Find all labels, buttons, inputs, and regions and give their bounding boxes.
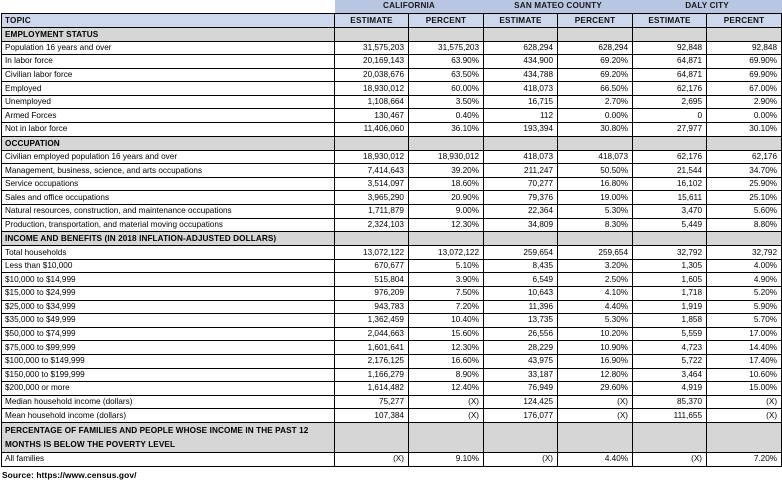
- section-header-blank-cell: [558, 422, 633, 452]
- table-row: [2, 382, 782, 396]
- cell-daly-city-percent: 62,176: [707, 150, 782, 164]
- table-row: [2, 68, 782, 82]
- column-header-california-estimate: ESTIMATE: [335, 13, 409, 27]
- cell-san-mateo-percent: 2.50%: [558, 273, 633, 287]
- cell-daly-city-estimate: 1,305: [633, 259, 707, 273]
- section-header-blank-cell: [335, 136, 409, 150]
- cell-san-mateo-percent: 259,654: [558, 246, 633, 260]
- cell-san-mateo-estimate: 43,975: [484, 354, 558, 368]
- table-row: [2, 41, 782, 55]
- section-header-blank-cell: [707, 422, 782, 452]
- cell-california-percent: 63.90%: [409, 55, 484, 69]
- cell-daly-city-percent: 5.90%: [707, 300, 782, 314]
- cell-california-estimate: (X): [335, 452, 409, 466]
- cell-san-mateo-estimate: (X): [484, 452, 558, 466]
- cell-daly-city-percent: 25.90%: [707, 177, 782, 191]
- row-label-median-household-income-dollars: Median household income (dollars): [2, 395, 335, 409]
- geography-group-header-row: [2, 0, 782, 13]
- cell-san-mateo-percent: 29.60%: [558, 382, 633, 396]
- cell-daly-city-estimate: (X): [633, 452, 707, 466]
- cell-san-mateo-estimate: 13,735: [484, 314, 558, 328]
- cell-san-mateo-estimate: 76,949: [484, 382, 558, 396]
- section-header-blank-cell: [707, 232, 782, 246]
- table-row: [2, 95, 782, 109]
- cell-daly-city-percent: 30.10%: [707, 123, 782, 137]
- row-label-armed-forces: Armed Forces: [2, 109, 335, 123]
- section-header-blank-cell: [335, 422, 409, 452]
- cell-california-percent: 5.10%: [409, 259, 484, 273]
- table-row: [2, 354, 782, 368]
- section-header-percentage-of-families-and-people-whose-inco: PERCENTAGE OF FAMILIES AND PEOPLE WHOSE INCOME IN THE PAST 12 MONTHS IS BELOW THE POVERTY LEVEL: [2, 422, 335, 452]
- row-label-all-families: All families: [2, 452, 335, 466]
- section-header-blank-cell: [633, 232, 707, 246]
- section-header-blank-cell: [707, 136, 782, 150]
- row-label-management-business-science-and-arts-occupat: Management, business, science, and arts occupations: [2, 164, 335, 178]
- table-row: [2, 150, 782, 164]
- section-header-blank-cell: [633, 27, 707, 41]
- table-row: [2, 314, 782, 328]
- cell-daly-city-estimate: 5,722: [633, 354, 707, 368]
- table-row: [2, 218, 782, 232]
- cell-daly-city-estimate: 62,176: [633, 82, 707, 96]
- cell-daly-city-estimate: 1,858: [633, 314, 707, 328]
- cell-san-mateo-estimate: 6,549: [484, 273, 558, 287]
- cell-daly-city-percent: 14.40%: [707, 341, 782, 355]
- row-label-employed: Employed: [2, 82, 335, 96]
- cell-daly-city-estimate: 5,559: [633, 327, 707, 341]
- row-label-civilian-labor-force: Civilian labor force: [2, 68, 335, 82]
- cell-daly-city-percent: 10.60%: [707, 368, 782, 382]
- cell-california-estimate: 75,277: [335, 395, 409, 409]
- cell-daly-city-percent: 8.80%: [707, 218, 782, 232]
- section-header-blank-cell: [484, 136, 558, 150]
- table-row: [2, 368, 782, 382]
- cell-california-percent: 7.50%: [409, 287, 484, 301]
- row-label-25-000-to-34-999: $25,000 to $34,999: [2, 300, 335, 314]
- row-label-natural-resources-construction-and-maintenan: Natural resources, construction, and maintenance occupations: [2, 205, 335, 219]
- section-header-employment-status: EMPLOYMENT STATUS: [2, 27, 335, 41]
- cell-california-percent: 39.20%: [409, 164, 484, 178]
- cell-daly-city-estimate: 2,695: [633, 95, 707, 109]
- cell-san-mateo-estimate: 34,809: [484, 218, 558, 232]
- row-label-200-000-or-more: $200,000 or more: [2, 382, 335, 396]
- cell-california-percent: 8.90%: [409, 368, 484, 382]
- cell-california-estimate: 515,804: [335, 273, 409, 287]
- cell-san-mateo-estimate: 16,715: [484, 95, 558, 109]
- row-label-production-transportation-and-material-movin: Production, transportation, and material moving occupations: [2, 218, 335, 232]
- cell-san-mateo-estimate: 418,073: [484, 150, 558, 164]
- cell-san-mateo-percent: (X): [558, 409, 633, 423]
- cell-california-percent: 12.30%: [409, 218, 484, 232]
- cell-san-mateo-percent: 10.20%: [558, 327, 633, 341]
- cell-daly-city-estimate: 1,919: [633, 300, 707, 314]
- cell-daly-city-estimate: 4,919: [633, 382, 707, 396]
- cell-san-mateo-percent: 16.80%: [558, 177, 633, 191]
- cell-california-estimate: 13,072,122: [335, 246, 409, 260]
- cell-san-mateo-estimate: 124,425: [484, 395, 558, 409]
- section-header-row: [2, 27, 782, 41]
- table-row: [2, 109, 782, 123]
- section-header-blank-cell: [409, 232, 484, 246]
- cell-san-mateo-estimate: 8,435: [484, 259, 558, 273]
- row-label-mean-household-income-dollars: Mean household income (dollars): [2, 409, 335, 423]
- cell-san-mateo-estimate: 628,294: [484, 41, 558, 55]
- table-row: [2, 395, 782, 409]
- cell-san-mateo-estimate: 259,654: [484, 246, 558, 260]
- cell-san-mateo-percent: 50.50%: [558, 164, 633, 178]
- cell-california-estimate: 7,414,643: [335, 164, 409, 178]
- cell-san-mateo-estimate: 22,364: [484, 205, 558, 219]
- cell-san-mateo-percent: (X): [558, 395, 633, 409]
- cell-san-mateo-estimate: 112: [484, 109, 558, 123]
- section-header-blank-cell: [558, 27, 633, 41]
- cell-san-mateo-estimate: 418,073: [484, 82, 558, 96]
- cell-california-percent: 63.50%: [409, 68, 484, 82]
- row-label-in-labor-force: In labor force: [2, 55, 335, 69]
- cell-san-mateo-estimate: 434,788: [484, 68, 558, 82]
- cell-san-mateo-estimate: 11,396: [484, 300, 558, 314]
- cell-california-estimate: 670,677: [335, 259, 409, 273]
- cell-san-mateo-percent: 2.70%: [558, 95, 633, 109]
- census-data-table: [1, 0, 782, 467]
- cell-daly-city-estimate: 64,871: [633, 68, 707, 82]
- cell-san-mateo-estimate: 33,187: [484, 368, 558, 382]
- cell-california-estimate: 107,384: [335, 409, 409, 423]
- row-label-100-000-to-149-999: $100,000 to $149,999: [2, 354, 335, 368]
- table-row: [2, 273, 782, 287]
- cell-california-percent: (X): [409, 409, 484, 423]
- cell-san-mateo-estimate: 70,277: [484, 177, 558, 191]
- cell-california-estimate: 11,406,060: [335, 123, 409, 137]
- table-body: [2, 0, 782, 466]
- cell-california-estimate: 1,166,279: [335, 368, 409, 382]
- table-row: [2, 55, 782, 69]
- cell-daly-city-estimate: 16,102: [633, 177, 707, 191]
- cell-san-mateo-percent: 69.20%: [558, 68, 633, 82]
- cell-daly-city-estimate: 4,723: [633, 341, 707, 355]
- row-label-150-000-to-199-999: $150,000 to $199,999: [2, 368, 335, 382]
- cell-california-estimate: 1,711,879: [335, 205, 409, 219]
- cell-california-estimate: 1,601,641: [335, 341, 409, 355]
- cell-san-mateo-percent: 5.30%: [558, 205, 633, 219]
- cell-san-mateo-percent: 628,294: [558, 41, 633, 55]
- row-label-population-16-years-and-over: Population 16 years and over: [2, 41, 335, 55]
- section-header-blank-cell: [558, 232, 633, 246]
- cell-san-mateo-estimate: 26,556: [484, 327, 558, 341]
- table-row: [2, 409, 782, 423]
- row-label-10-000-to-14-999: $10,000 to $14,999: [2, 273, 335, 287]
- cell-california-estimate: 31,575,203: [335, 41, 409, 55]
- cell-daly-city-estimate: 85,370: [633, 395, 707, 409]
- cell-california-estimate: 2,044,663: [335, 327, 409, 341]
- group-header-daly-city: DALY CITY: [633, 0, 782, 13]
- cell-daly-city-estimate: 3,470: [633, 205, 707, 219]
- cell-california-estimate: 130,467: [335, 109, 409, 123]
- table-row: [2, 287, 782, 301]
- cell-california-estimate: 18,930,012: [335, 82, 409, 96]
- cell-california-percent: 16.60%: [409, 354, 484, 368]
- cell-daly-city-percent: 69.90%: [707, 55, 782, 69]
- section-header-income-and-benefits-in-2018-inflation-adjust: INCOME AND BENEFITS (IN 2018 INFLATION-ADJUSTED DOLLARS): [2, 232, 335, 246]
- section-header-blank-cell: [484, 422, 558, 452]
- cell-california-estimate: 20,169,143: [335, 55, 409, 69]
- cell-daly-city-percent: 69.90%: [707, 68, 782, 82]
- table-row: [2, 259, 782, 273]
- table-row: [2, 452, 782, 466]
- row-label-75-000-to-99-999: $75,000 to $99,999: [2, 341, 335, 355]
- cell-california-percent: (X): [409, 395, 484, 409]
- cell-san-mateo-percent: 66.50%: [558, 82, 633, 96]
- table-row: [2, 205, 782, 219]
- table-row: [2, 341, 782, 355]
- cell-daly-city-percent: 0.00%: [707, 109, 782, 123]
- section-header-blank-cell: [409, 27, 484, 41]
- cell-california-percent: 13,072,122: [409, 246, 484, 260]
- cell-daly-city-percent: 92,848: [707, 41, 782, 55]
- cell-daly-city-estimate: 32,792: [633, 246, 707, 260]
- row-label-civilian-employed-population-16-years-and-ov: Civilian employed population 16 years and over: [2, 150, 335, 164]
- cell-california-percent: 3.90%: [409, 273, 484, 287]
- cell-san-mateo-estimate: 211,247: [484, 164, 558, 178]
- cell-california-percent: 10.40%: [409, 314, 484, 328]
- row-label-15-000-to-24-999: $15,000 to $24,999: [2, 287, 335, 301]
- cell-daly-city-estimate: 15,611: [633, 191, 707, 205]
- cell-daly-city-percent: 15.00%: [707, 382, 782, 396]
- group-header-spacer: [2, 0, 335, 13]
- row-label-50-000-to-74-999: $50,000 to $74,999: [2, 327, 335, 341]
- cell-daly-city-estimate: 21,544: [633, 164, 707, 178]
- cell-california-percent: 18,930,012: [409, 150, 484, 164]
- cell-san-mateo-percent: 8.30%: [558, 218, 633, 232]
- source-label: Source:: [2, 469, 34, 480]
- cell-daly-city-percent: 2.90%: [707, 95, 782, 109]
- cell-california-percent: 12.30%: [409, 341, 484, 355]
- cell-daly-city-percent: (X): [707, 409, 782, 423]
- cell-california-percent: 20.90%: [409, 191, 484, 205]
- table-row: [2, 164, 782, 178]
- cell-san-mateo-percent: 19.00%: [558, 191, 633, 205]
- cell-california-percent: 18.60%: [409, 177, 484, 191]
- cell-california-percent: 3.50%: [409, 95, 484, 109]
- cell-california-estimate: 2,324,103: [335, 218, 409, 232]
- section-header-row: [2, 232, 782, 246]
- cell-california-estimate: 2,176,125: [335, 354, 409, 368]
- section-header-blank-cell: [484, 232, 558, 246]
- cell-daly-city-estimate: 1,605: [633, 273, 707, 287]
- cell-san-mateo-estimate: 193,394: [484, 123, 558, 137]
- cell-daly-city-percent: 5.70%: [707, 314, 782, 328]
- cell-daly-city-percent: 67.00%: [707, 82, 782, 96]
- cell-california-estimate: 18,930,012: [335, 150, 409, 164]
- table-row: [2, 300, 782, 314]
- cell-daly-city-estimate: 62,176: [633, 150, 707, 164]
- cell-california-estimate: 943,783: [335, 300, 409, 314]
- column-header-row: [2, 13, 782, 27]
- cell-california-percent: 9.10%: [409, 452, 484, 466]
- cell-san-mateo-percent: 30.80%: [558, 123, 633, 137]
- cell-daly-city-percent: 25.10%: [707, 191, 782, 205]
- cell-daly-city-percent: 17.00%: [707, 327, 782, 341]
- cell-san-mateo-percent: 4.40%: [558, 300, 633, 314]
- cell-san-mateo-estimate: 28,229: [484, 341, 558, 355]
- cell-san-mateo-percent: 0.00%: [558, 109, 633, 123]
- cell-daly-city-percent: 4.00%: [707, 259, 782, 273]
- section-header-occupation: OCCUPATION: [2, 136, 335, 150]
- cell-california-estimate: 976,209: [335, 287, 409, 301]
- cell-san-mateo-estimate: 176,077: [484, 409, 558, 423]
- column-header-san-mateo-percent: PERCENT: [558, 13, 633, 27]
- cell-san-mateo-percent: 69.20%: [558, 55, 633, 69]
- cell-san-mateo-percent: 418,073: [558, 150, 633, 164]
- table-row: [2, 246, 782, 260]
- cell-daly-city-estimate: 0: [633, 109, 707, 123]
- cell-daly-city-percent: 4.90%: [707, 273, 782, 287]
- cell-california-percent: 7.20%: [409, 300, 484, 314]
- cell-san-mateo-percent: 3.20%: [558, 259, 633, 273]
- cell-california-estimate: 3,965,290: [335, 191, 409, 205]
- row-label-service-occupations: Service occupations: [2, 177, 335, 191]
- section-header-blank-cell: [484, 27, 558, 41]
- cell-california-estimate: 1,614,482: [335, 382, 409, 396]
- cell-california-percent: 9.00%: [409, 205, 484, 219]
- cell-daly-city-estimate: 111,655: [633, 409, 707, 423]
- cell-san-mateo-estimate: 10,643: [484, 287, 558, 301]
- section-header-blank-cell: [335, 27, 409, 41]
- column-header-daly-city-percent: PERCENT: [707, 13, 782, 27]
- table-row: [2, 177, 782, 191]
- cell-california-percent: 36.10%: [409, 123, 484, 137]
- cell-california-percent: 12.40%: [409, 382, 484, 396]
- cell-daly-city-estimate: 1,718: [633, 287, 707, 301]
- cell-california-percent: 0.40%: [409, 109, 484, 123]
- cell-california-estimate: 20,038,676: [335, 68, 409, 82]
- column-header-san-mateo-estimate: ESTIMATE: [484, 13, 558, 27]
- row-label-not-in-labor-force: Not in labor force: [2, 123, 335, 137]
- section-header-blank-cell: [409, 422, 484, 452]
- section-header-blank-cell: [409, 136, 484, 150]
- cell-daly-city-percent: 34.70%: [707, 164, 782, 178]
- cell-san-mateo-percent: 12.80%: [558, 368, 633, 382]
- column-header-california-percent: PERCENT: [409, 13, 484, 27]
- cell-california-percent: 31,575,203: [409, 41, 484, 55]
- cell-daly-city-percent: 5.20%: [707, 287, 782, 301]
- cell-san-mateo-percent: 4.10%: [558, 287, 633, 301]
- cell-san-mateo-estimate: 79,376: [484, 191, 558, 205]
- cell-california-percent: 60.00%: [409, 82, 484, 96]
- cell-daly-city-percent: 32,792: [707, 246, 782, 260]
- section-header-row: [2, 422, 782, 452]
- cell-daly-city-estimate: 3,464: [633, 368, 707, 382]
- cell-california-estimate: 1,362,459: [335, 314, 409, 328]
- section-header-blank-cell: [335, 232, 409, 246]
- cell-daly-city-estimate: 27,977: [633, 123, 707, 137]
- cell-california-estimate: 3,514,097: [335, 177, 409, 191]
- source-footer: [2, 470, 782, 480]
- source-url: https://www.census.gov/: [36, 469, 137, 480]
- section-header-blank-cell: [707, 27, 782, 41]
- section-header-blank-cell: [633, 136, 707, 150]
- row-label-sales-and-office-occupations: Sales and office occupations: [2, 191, 335, 205]
- cell-daly-city-estimate: 92,848: [633, 41, 707, 55]
- cell-california-estimate: 1,108,664: [335, 95, 409, 109]
- cell-san-mateo-percent: 4.40%: [558, 452, 633, 466]
- cell-daly-city-percent: 7.20%: [707, 452, 782, 466]
- cell-san-mateo-percent: 10.90%: [558, 341, 633, 355]
- column-header-daly-city-estimate: ESTIMATE: [633, 13, 707, 27]
- section-header-blank-cell: [558, 136, 633, 150]
- cell-daly-city-percent: 5.60%: [707, 205, 782, 219]
- cell-daly-city-estimate: 64,871: [633, 55, 707, 69]
- cell-california-percent: 15.60%: [409, 327, 484, 341]
- section-header-blank-cell: [633, 422, 707, 452]
- cell-daly-city-estimate: 5,449: [633, 218, 707, 232]
- cell-san-mateo-percent: 5.30%: [558, 314, 633, 328]
- cell-daly-city-percent: (X): [707, 395, 782, 409]
- column-header-topic: TOPIC: [2, 13, 335, 27]
- cell-san-mateo-estimate: 434,900: [484, 55, 558, 69]
- row-label-35-000-to-49-999: $35,000 to $49,999: [2, 314, 335, 328]
- table-row: [2, 191, 782, 205]
- row-label-less-than-10-000: Less than $10,000: [2, 259, 335, 273]
- group-header-san-mateo-county: SAN MATEO COUNTY: [484, 0, 633, 13]
- cell-daly-city-percent: 17.40%: [707, 354, 782, 368]
- section-header-row: [2, 136, 782, 150]
- table-row: [2, 82, 782, 96]
- group-header-california: CALIFORNIA: [335, 0, 484, 13]
- cell-san-mateo-percent: 16.90%: [558, 354, 633, 368]
- row-label-total-households: Total households: [2, 246, 335, 260]
- row-label-unemployed: Unemployed: [2, 95, 335, 109]
- table-row: [2, 123, 782, 137]
- table-row: [2, 327, 782, 341]
